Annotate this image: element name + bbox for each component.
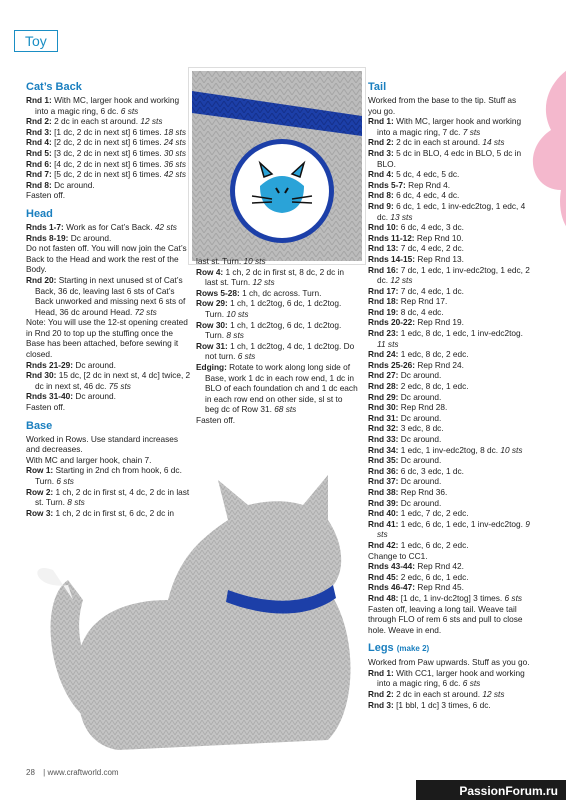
stitch-count: 42 sts bbox=[163, 169, 187, 180]
pattern-line bbox=[368, 222, 530, 233]
section-cats-back bbox=[26, 80, 192, 201]
pattern-line-label: Rnds 46-47: bbox=[368, 582, 416, 593]
pattern-line bbox=[196, 256, 358, 267]
pattern-line-text: Note: You will use the 12-st opening created in Rnd 20 to top up the stuffing once the Base has been attached, before sewing it closed. bbox=[26, 317, 188, 360]
pattern-line bbox=[196, 320, 358, 341]
pattern-line bbox=[196, 341, 358, 362]
pattern-line-label: Rnd 34: bbox=[368, 444, 399, 455]
section-legs bbox=[368, 641, 530, 710]
pattern-line bbox=[26, 402, 192, 413]
pattern-line-label: Rnd 3: bbox=[368, 699, 394, 710]
pattern-line bbox=[368, 254, 530, 265]
pattern-line-text: With MC and larger hook, chain 7. bbox=[26, 454, 152, 465]
pattern-line-text: Worked from the base to the tip. Stuff as you go. bbox=[368, 95, 517, 116]
pattern-line-label: Rnd 2: bbox=[368, 689, 394, 700]
section-tab: Toy bbox=[14, 30, 58, 52]
pattern-line-label: Rnd 42: bbox=[368, 539, 399, 550]
pattern-line-label: Rnd 8: bbox=[368, 190, 394, 201]
pattern-line bbox=[26, 243, 192, 275]
pattern-line-text: [4 dc, 2 dc in next st] 6 times. bbox=[51, 158, 164, 169]
pattern-line-label: Rnd 4: bbox=[368, 169, 394, 180]
pattern-line-text: Dc around. bbox=[68, 232, 112, 243]
pattern-line-text: Fasten off. bbox=[26, 402, 66, 413]
pattern-line-text: Rep Rnd 45. bbox=[415, 582, 464, 593]
stitch-count: 6 sts bbox=[504, 592, 523, 603]
pattern-line-text: Rep Rnd 10. bbox=[414, 232, 464, 243]
pattern-line-label: Rnd 23: bbox=[368, 328, 399, 339]
stitch-count: 12 sts bbox=[390, 275, 413, 286]
pattern-line-label: Rnd 31: bbox=[368, 412, 399, 423]
pattern-line bbox=[368, 137, 530, 148]
pattern-line-text: Change to CC1. bbox=[368, 550, 428, 561]
pattern-line-label: Rnd 6: bbox=[26, 158, 52, 169]
pattern-line-label: Rnd 16: bbox=[368, 264, 399, 275]
pattern-line bbox=[26, 360, 192, 371]
pattern-line-text: Dc around. bbox=[398, 391, 442, 402]
pattern-line bbox=[368, 286, 530, 297]
pattern-line bbox=[26, 169, 192, 180]
pattern-line-text: 2 dc in each st around. bbox=[393, 137, 483, 148]
pattern-line-label: Rnd 8: bbox=[26, 179, 52, 190]
pattern-line-label: Rnds 25-26: bbox=[368, 359, 416, 370]
stitch-count: 7 sts bbox=[462, 126, 481, 137]
pattern-line bbox=[368, 423, 530, 434]
pattern-line bbox=[368, 265, 530, 286]
pattern-line bbox=[368, 328, 530, 349]
pattern-line-text: last st. Turn. bbox=[196, 256, 244, 266]
pattern-line-text: Do not fasten off. You will now join the Cat’s Back to the Head and work the rest of the Body. bbox=[26, 243, 187, 275]
pattern-line-label: Rnd 1: bbox=[368, 116, 394, 127]
pattern-line-text: [1 bbl, 1 dc] 3 times, 6 dc. bbox=[393, 699, 491, 710]
pattern-line-text: 1 edc, 1 inv-edc2tog, 8 dc. bbox=[398, 444, 501, 455]
stitch-count: 68 sts bbox=[274, 404, 297, 415]
pattern-line-label: Rnds 21-29: bbox=[26, 359, 74, 370]
pattern-line bbox=[368, 413, 530, 424]
pattern-line bbox=[26, 317, 192, 359]
site-url[interactable]: www.craftworld.com bbox=[47, 768, 119, 777]
pattern-line bbox=[196, 362, 358, 415]
stitch-count: 9 sts bbox=[377, 518, 530, 540]
pattern-line-text: Rep Rnd 28. bbox=[398, 402, 448, 413]
pattern-line bbox=[368, 317, 530, 328]
stitch-count: 42 sts bbox=[154, 221, 177, 232]
section-head bbox=[26, 207, 192, 413]
pattern-line-label: Rnds 1-7: bbox=[26, 221, 64, 232]
pattern-line-label: Rnd 18: bbox=[368, 296, 399, 307]
stitch-count: 13 sts bbox=[390, 211, 413, 222]
pattern-line-text: 6 dc, 1 edc, 1 inv-edc2tog, 1 edc, 4 dc. bbox=[377, 200, 526, 222]
pattern-line-text: 6 dc, 4 edc, 4 dc. bbox=[393, 190, 460, 201]
pattern-line-label: Rnds 14-15: bbox=[368, 253, 416, 264]
pattern-line-label: Rnd 17: bbox=[368, 285, 399, 296]
pattern-line bbox=[26, 159, 192, 170]
pattern-line bbox=[196, 267, 358, 288]
pattern-line-text: 1 ch, 2 dc in first st, 4 dc, 2 dc in last st. Turn. bbox=[35, 486, 190, 508]
page-footer bbox=[26, 768, 119, 777]
pattern-line-label: Rnd 37: bbox=[368, 476, 399, 487]
section-heading-text: Tail bbox=[368, 81, 387, 93]
pattern-line-text: Worked in Rows. Use standard increases and decreases. bbox=[26, 433, 179, 455]
stitch-count: 10 sts bbox=[500, 444, 523, 455]
pattern-line bbox=[368, 180, 530, 191]
pattern-line bbox=[26, 233, 192, 244]
pattern-line-text: 1 ch, 1 dc2tog, 6 dc, 1 dc2tog. Turn. bbox=[205, 319, 342, 341]
pattern-line-label: Rnd 4: bbox=[26, 137, 52, 148]
pattern-line bbox=[368, 445, 530, 456]
pattern-line-text: 1 edc, 8 dc, 1 edc, 1 inv-edc2tog. bbox=[398, 328, 523, 339]
pattern-line-label: Rnd 1: bbox=[26, 95, 52, 105]
pattern-line-label: Rnd 30: bbox=[26, 370, 57, 381]
pattern-line bbox=[368, 201, 530, 222]
pattern-line bbox=[368, 551, 530, 562]
pattern-line bbox=[26, 370, 192, 391]
pattern-line-text: 1 ch, 1 dc2tog, 4 dc, 1 dc2tog. Do not turn. bbox=[205, 340, 355, 362]
pattern-line-text: Dc around. bbox=[398, 412, 442, 423]
pattern-line bbox=[368, 689, 530, 700]
pattern-line-text: Rep Rnd 13. bbox=[415, 253, 464, 264]
pattern-line bbox=[368, 233, 530, 244]
pattern-line-text: With CC1, larger hook and working into a magic ring, 6 dc. bbox=[377, 667, 525, 689]
pattern-line-text: Dc around. bbox=[51, 179, 95, 190]
pattern-line-text: 5 dc in BLO, 4 edc in BLO, 5 dc in BLO. bbox=[377, 147, 522, 169]
pattern-line-text: 2 dc in each st around. bbox=[393, 689, 483, 700]
pattern-line-text: Starting in next unused st of Cat’s Back, 36 dc, leaving last 6 sts of Cat’s Back unworked and missing next 6 sts of Head, 36 dc around Head. bbox=[35, 274, 186, 317]
pattern-line-text: 6 dc, 4 edc, 3 dc. bbox=[398, 222, 464, 233]
section-heading-text: Head bbox=[26, 207, 53, 220]
stitch-count: 72 sts bbox=[134, 306, 157, 317]
pattern-line-text: With MC, larger hook and working into a magic ring, 6 dc. bbox=[35, 95, 180, 116]
pattern-line-label: Rnd 40: bbox=[368, 508, 399, 519]
stitch-count: 10 sts bbox=[243, 256, 266, 266]
pattern-line-label: Rnd 7: bbox=[26, 169, 52, 180]
crochet-cat-image bbox=[28, 460, 368, 760]
pattern-line-label: Rnd 5: bbox=[26, 147, 52, 158]
pattern-line bbox=[368, 455, 530, 466]
pattern-line bbox=[368, 593, 530, 604]
pattern-line-label: Rnds 5-7: bbox=[368, 179, 406, 190]
pattern-line-text: Dc around. bbox=[398, 497, 442, 508]
pattern-line-label: Row 30: bbox=[196, 319, 228, 330]
pattern-line-text: Fasten off, leaving a long tail. Weave tail through FLO of rem 6 sts and pull to close hole. Weave in end. bbox=[368, 603, 523, 635]
pattern-line bbox=[26, 95, 192, 116]
pattern-line-text: [1 dc, 2 dc in next st] 6 times. bbox=[51, 126, 164, 137]
watermark-text: PassionForum.ru bbox=[459, 784, 558, 798]
pattern-line-text: 6 dc, 3 edc, 1 dc. bbox=[398, 465, 464, 476]
pattern-line-label: Rnd 13: bbox=[368, 243, 399, 254]
pattern-line-label: Row 31: bbox=[196, 340, 228, 351]
pattern-line bbox=[368, 582, 530, 593]
pattern-line bbox=[26, 148, 192, 159]
pattern-line-text: Rotate to work along long side of Base, work 1 dc in each row end, 1 dc in BLO of each foundation ch and 1 dc each in each row end on other side, sl st to beg dc of Row 31. bbox=[205, 361, 358, 415]
stitch-count: 14 sts bbox=[482, 137, 505, 148]
section-heading-text: Legs bbox=[368, 642, 394, 655]
pattern-line-label: Rnd 2: bbox=[368, 137, 394, 148]
pattern-line-label: Rnd 45: bbox=[368, 571, 399, 582]
pattern-line-label: Row 4: bbox=[196, 266, 224, 277]
pattern-line-label: Rnd 28: bbox=[368, 381, 399, 392]
section-heading-text: Base bbox=[26, 419, 53, 432]
pattern-line bbox=[26, 180, 192, 191]
pattern-line-label: Rnd 36: bbox=[368, 465, 399, 476]
pattern-line-label: Rnds 11-12: bbox=[368, 232, 415, 243]
pattern-line-label: Rnd 3: bbox=[26, 126, 52, 137]
pattern-line bbox=[368, 392, 530, 403]
pattern-line-label: Rnd 9: bbox=[368, 200, 394, 211]
pattern-line-text: With MC, larger hook and working into a magic ring, 7 dc. bbox=[377, 116, 522, 137]
pattern-line bbox=[368, 95, 530, 116]
section-heading-text: Cat’s Back bbox=[26, 81, 82, 93]
pattern-line-label: Rnd 19: bbox=[368, 306, 399, 317]
pattern-line-label: Edging: bbox=[196, 361, 227, 372]
pattern-line-text: Fasten off. bbox=[196, 414, 236, 425]
pattern-line-text: 5 dc, 4 edc, 5 dc. bbox=[393, 169, 460, 180]
section-base-continued bbox=[196, 256, 358, 426]
pattern-line-text: 1 ch, 2 dc in first st, 6 dc, 2 dc in bbox=[53, 507, 175, 518]
stitch-count: 36 sts bbox=[163, 158, 187, 169]
pattern-line bbox=[26, 127, 192, 138]
pattern-line bbox=[196, 288, 358, 299]
pattern-line bbox=[368, 381, 530, 392]
pattern-line-text: 15 dc, [2 dc in next st, 4 dc] twice, 2 dc in next st, 46 dc. bbox=[35, 370, 191, 391]
pattern-line bbox=[368, 572, 530, 583]
stitch-count: 75 sts bbox=[108, 380, 131, 391]
pattern-line-label: Rnd 48: bbox=[368, 592, 399, 603]
pattern-line bbox=[26, 391, 192, 402]
stitch-count: 6 sts bbox=[120, 105, 139, 116]
pattern-line bbox=[368, 498, 530, 509]
pattern-line bbox=[368, 487, 530, 498]
pattern-line bbox=[26, 434, 192, 455]
pattern-line bbox=[26, 190, 192, 201]
pattern-line-text: 1 edc, 8 dc, 2 edc. bbox=[398, 349, 469, 360]
pattern-line-label: Rnd 30: bbox=[368, 402, 399, 413]
pattern-line-text: 1 ch, 1 dc2tog, 6 dc, 1 dc2tog. Turn. bbox=[205, 298, 342, 319]
pattern-line-label: Rnd 20: bbox=[26, 274, 57, 285]
pattern-line-text: [5 dc, 2 dc in next st] 6 times. bbox=[51, 169, 164, 180]
pattern-line-label: Rnd 27: bbox=[368, 370, 399, 381]
pattern-line bbox=[26, 116, 192, 127]
pattern-line bbox=[368, 700, 530, 711]
pattern-line bbox=[26, 137, 192, 148]
pattern-line bbox=[368, 434, 530, 445]
pattern-line-label: Rnds 20-22: bbox=[368, 317, 416, 328]
pattern-line bbox=[368, 307, 530, 318]
pattern-line bbox=[368, 466, 530, 477]
column-right bbox=[368, 80, 530, 710]
section-heading bbox=[26, 207, 192, 221]
pattern-line bbox=[368, 561, 530, 572]
pattern-line-label: Rnd 41: bbox=[368, 518, 399, 529]
pattern-line bbox=[368, 476, 530, 487]
pattern-line bbox=[368, 540, 530, 551]
section-heading bbox=[26, 419, 192, 433]
column-middle bbox=[196, 256, 358, 426]
pattern-line-text: 2 edc, 8 dc, 1 edc. bbox=[398, 381, 469, 392]
pattern-line-text: 7 dc, 1 edc, 1 inv-edc2tog, 1 edc, 2 dc. bbox=[377, 264, 530, 286]
stitch-count: 18 sts bbox=[163, 126, 187, 137]
pattern-line bbox=[368, 508, 530, 519]
pattern-line-text: [3 dc, 2 dc in next st] 6 times. bbox=[51, 147, 164, 158]
pattern-line-label: Rnd 24: bbox=[368, 349, 399, 360]
pattern-line-text: [1 dc, 1 inv-dc2tog] 3 times. bbox=[398, 592, 505, 603]
pattern-line-text: Dc around. bbox=[398, 434, 442, 444]
stitch-count: 10 sts bbox=[226, 308, 249, 319]
pattern-line-label: Rnd 10: bbox=[368, 222, 399, 233]
pattern-line-text: 1 edc, 6 dc, 1 edc, 1 inv-edc2tog. bbox=[398, 518, 526, 529]
stitch-count: 12 sts bbox=[140, 116, 163, 127]
pattern-line bbox=[368, 360, 530, 371]
pattern-line-text: Dc around. bbox=[398, 370, 442, 381]
pattern-line-text: 1 edc, 7 dc, 2 edc. bbox=[398, 508, 469, 519]
pattern-line bbox=[368, 190, 530, 201]
pattern-line bbox=[26, 222, 192, 233]
pattern-line bbox=[368, 243, 530, 254]
pattern-line bbox=[196, 415, 358, 426]
pattern-line-text: 2 edc, 6 dc, 1 edc. bbox=[398, 571, 469, 582]
pattern-line-label: Row 29: bbox=[196, 298, 228, 309]
pattern-line-label: Rnds 8-19: bbox=[26, 232, 69, 243]
pattern-line-label: Rnds 43-44: bbox=[368, 561, 416, 572]
pattern-line-text: Rep Rnd 19. bbox=[415, 317, 464, 328]
pattern-line-label: Rnd 2: bbox=[26, 116, 52, 127]
pattern-line-text: Dc around. bbox=[398, 455, 442, 466]
pattern-line bbox=[368, 519, 530, 540]
column-left bbox=[26, 80, 192, 518]
pattern-line-text: 1 ch, 2 dc in first st, 8 dc, 2 dc in last st. Turn. bbox=[205, 266, 345, 288]
pattern-line-text: 1 ch, dc across. Turn. bbox=[239, 287, 322, 298]
pattern-line bbox=[368, 604, 530, 636]
pattern-line-text: Dc around. bbox=[398, 476, 442, 487]
pattern-line-text: 2 dc in each st around. bbox=[51, 116, 141, 127]
section-heading bbox=[26, 80, 192, 94]
pattern-line-text: 8 dc, 4 edc. bbox=[398, 306, 444, 317]
pattern-line-label: Rnd 35: bbox=[368, 455, 399, 466]
footer-divider: | bbox=[43, 768, 46, 777]
pattern-line-label: Rnd 33: bbox=[368, 434, 399, 444]
pattern-line bbox=[368, 148, 530, 169]
pattern-line-label: Rnd 32: bbox=[368, 423, 399, 434]
pattern-line-label: Rnd 38: bbox=[368, 486, 399, 497]
pattern-line-text: 7 dc, 4 edc, 2 dc. bbox=[398, 243, 464, 254]
pattern-line-label: Row 2: bbox=[26, 486, 54, 497]
pattern-line-label: Rnd 29: bbox=[368, 391, 399, 402]
pattern-line bbox=[368, 402, 530, 413]
pattern-line-label: Rnd 1: bbox=[368, 667, 394, 678]
pattern-line-label: Rnds 31-40: bbox=[26, 391, 74, 402]
pattern-line-text: Work as for Cat’s Back. bbox=[63, 221, 155, 232]
pattern-line bbox=[26, 275, 192, 317]
pattern-line-label: Rnd 3: bbox=[368, 147, 394, 158]
pattern-line-text: Fasten off. bbox=[26, 190, 66, 201]
pattern-line bbox=[368, 657, 530, 668]
stitch-count: 12 sts bbox=[252, 277, 275, 288]
pattern-line bbox=[368, 116, 530, 137]
pattern-line-text: Rep Rnd 24. bbox=[415, 359, 464, 370]
pattern-line bbox=[368, 370, 530, 381]
pattern-line-text: Dc around. bbox=[73, 359, 116, 370]
pattern-line bbox=[196, 298, 358, 319]
stitch-count: 6 sts bbox=[237, 351, 256, 362]
stitch-count: 30 sts bbox=[163, 147, 187, 158]
section-heading bbox=[368, 80, 530, 94]
pattern-line-label: Row 1: bbox=[26, 465, 54, 476]
section-heading-note: (make 2) bbox=[396, 644, 430, 654]
pattern-line-text: Dc around. bbox=[73, 391, 116, 402]
pattern-line bbox=[368, 668, 530, 689]
pattern-line-label: Row 3: bbox=[26, 507, 54, 518]
pattern-line bbox=[368, 169, 530, 180]
pattern-line-text: Rep Rnd 17. bbox=[398, 296, 448, 307]
stitch-count: 8 sts bbox=[67, 497, 85, 508]
pattern-line-text: Rep Rnd 36. bbox=[398, 486, 448, 497]
page-number: 28 bbox=[26, 768, 35, 777]
pattern-line-text: 3 edc, 8 dc. bbox=[398, 423, 444, 434]
stitch-count: 6 sts bbox=[462, 678, 481, 689]
pattern-line bbox=[368, 296, 530, 307]
pattern-line-text: Rep Rnd 42. bbox=[415, 561, 464, 572]
section-tail bbox=[368, 80, 530, 635]
pattern-line-text: Starting in 2nd ch from hook, 6 dc. Turn. bbox=[35, 465, 182, 486]
pattern-line-label: Rows 5-28: bbox=[196, 287, 240, 298]
pattern-line-text: Rep Rnd 4. bbox=[405, 179, 451, 190]
pattern-line-text: 7 dc, 4 edc, 1 dc. bbox=[398, 285, 464, 296]
collar-detail-photo bbox=[189, 68, 365, 264]
stitch-count: 6 sts bbox=[56, 476, 74, 486]
stitch-count: 8 sts bbox=[226, 330, 244, 341]
stitch-count: 11 sts bbox=[377, 338, 399, 349]
stitch-count: 12 sts bbox=[482, 689, 505, 700]
pattern-line-text: 1 edc, 6 dc, 2 edc. bbox=[398, 539, 469, 550]
pattern-line-label: Rnd 39: bbox=[368, 497, 399, 508]
section-heading bbox=[368, 641, 530, 656]
stitch-count: 24 sts bbox=[163, 137, 187, 148]
pattern-line-text: Worked from Paw upwards. Stuff as you go. bbox=[368, 657, 530, 668]
pattern-line bbox=[368, 349, 530, 360]
pattern-line-text: [2 dc, 2 dc in next st] 6 times. bbox=[51, 137, 164, 148]
